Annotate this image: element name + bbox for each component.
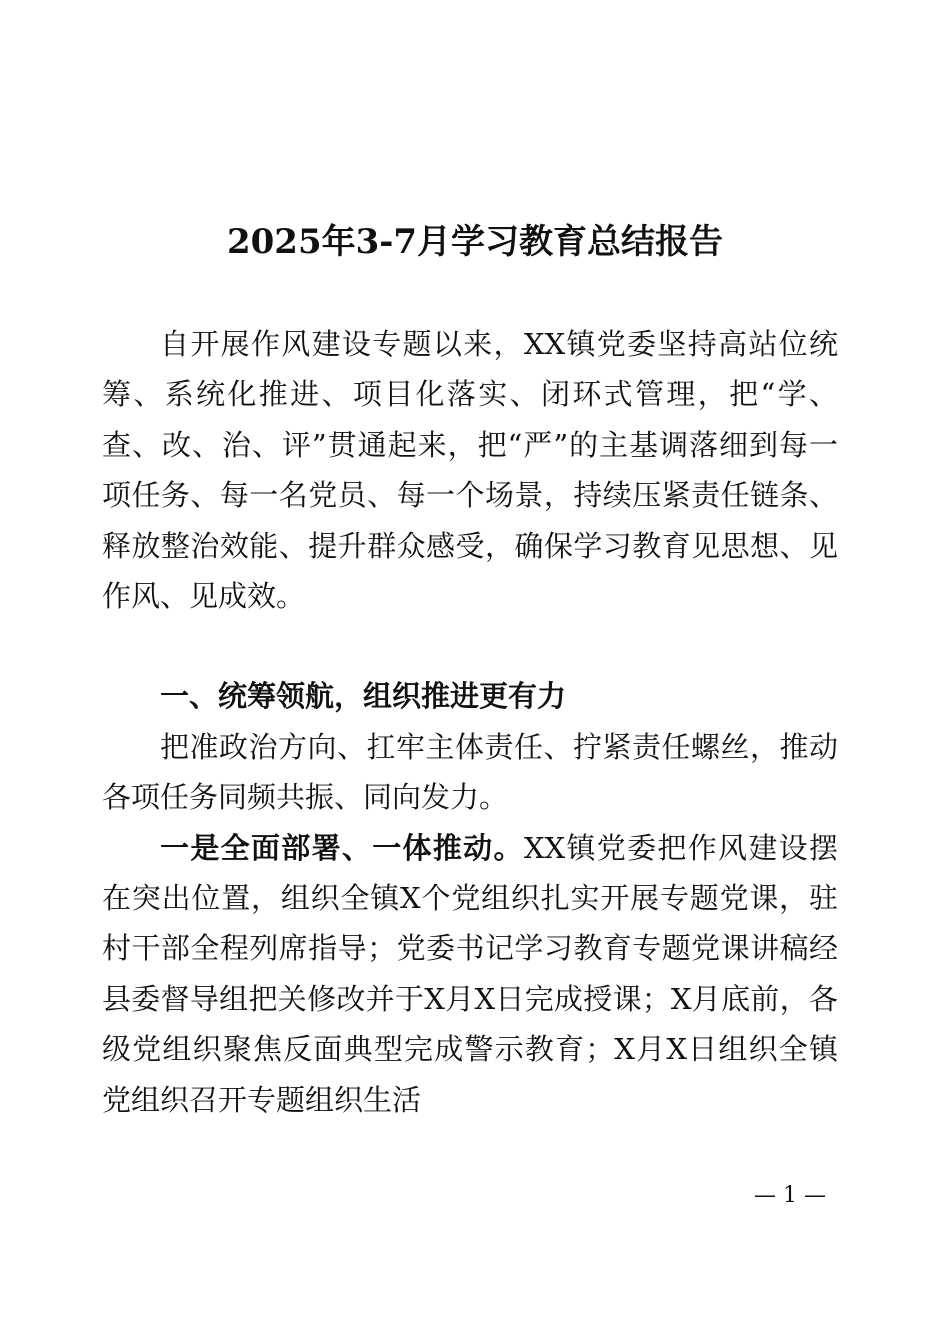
point-lead: 一是全面部署、一体推动。 [160, 830, 524, 865]
section-summary: 把准政治方向、扛牢主体责任、拧紧责任螺丝，推动各项任务同频共振、同向发力。 [102, 729, 838, 815]
document-body [102, 319, 838, 1125]
document-title: 2025年3-7月学习教育总结报告 [226, 222, 724, 262]
paragraph-spacer [102, 621, 838, 671]
section-heading: 一、统筹领航，组织推进更有力 [160, 679, 567, 714]
point-text: XX镇党委把作风建设摆在突出位置，组织全镇X个党组织扎实开展专题党课，驻村干部全程列席指导；党委书记学习教育专题党课讲稿经县委督导组把关修改并于X月X日完成授课；X月底前，各级党组织聚焦反面典型完成警示教育；X月X日组织全镇党组织召开专题组织生活 [102, 830, 838, 1117]
section-point [102, 823, 838, 1125]
page-number: — 1 — [754, 1183, 826, 1208]
intro-paragraph: 自开展作风建设专题以来，XX镇党委坚持高站位统筹、系统化推进、项目化落实、闭环式管理，把“学、查、改、治、评”贯通起来，把“严”的主基调落细到每一项任务、每一名党员、每一个场景，持续压紧责任链条、释放整治效能、提升群众感受，确保学习教育见思想、见作风、见成效。 [102, 327, 838, 614]
